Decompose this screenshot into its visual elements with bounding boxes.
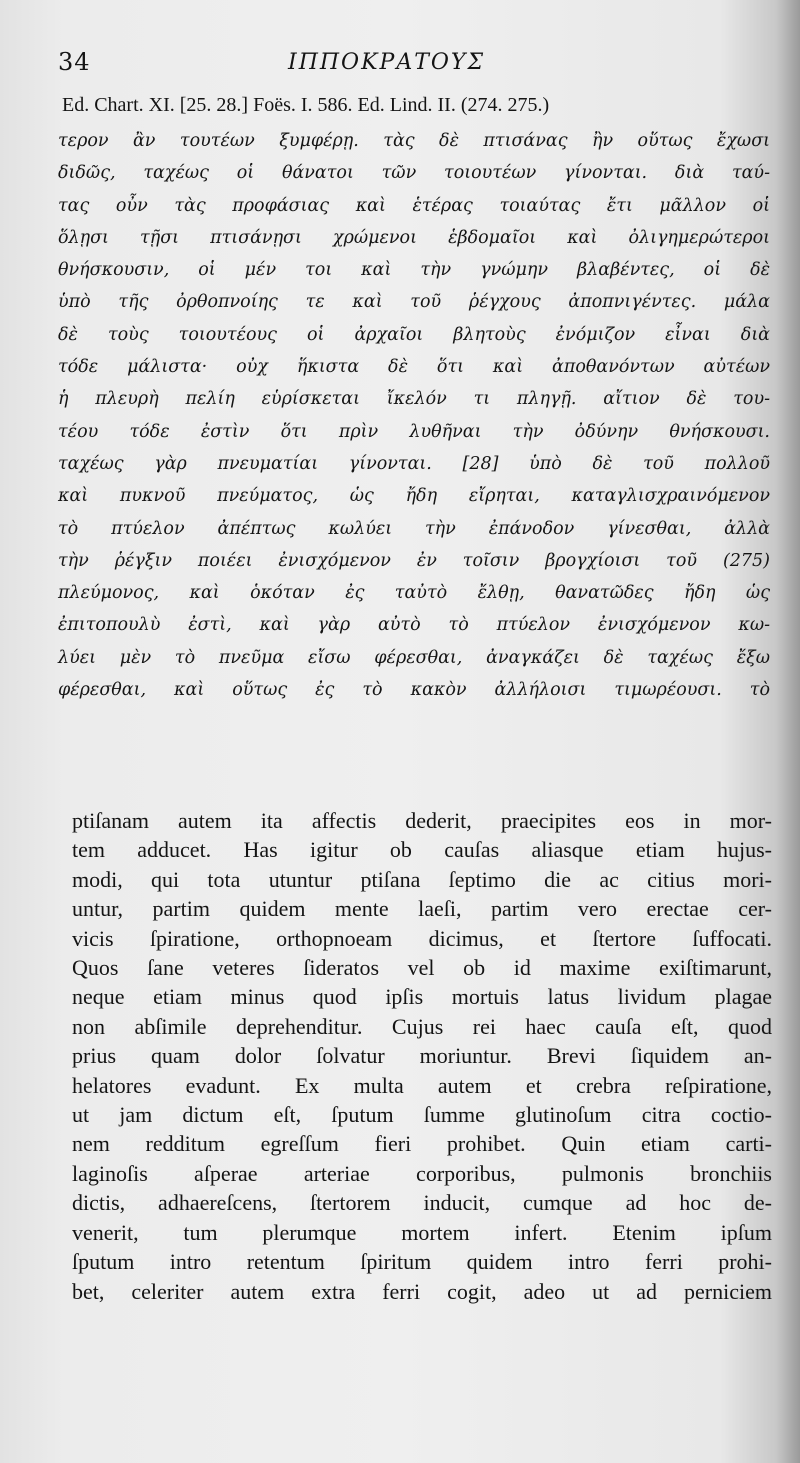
greek-text-block [58,125,770,706]
greek-line: τόδε μάλιστα· οὐχ ἥκιστα δὲ ὅτι καὶ ἀποθανόντων αὐτέων [58,357,770,378]
latin-line: laginoſis aſperae arteriae corporibus, pulmonis bronchiis [72,1160,772,1186]
page-header [58,44,778,84]
latin-text-block [72,806,772,1306]
greek-line: τὸ πτύελον ἀπέπτως κωλύει τὴν ἐπάνοδον γίνεσθαι, ἀλλὰ [58,518,770,539]
running-head: ΙΠΠΟΚΡΑΤΟΥΣ [288,50,486,75]
latin-line: untur, partim quidem mente laeſi, partim vero erectae cer- [72,896,772,922]
greek-line: διδῶς, ταχέως οἱ θάνατοι τῶν τοιουτέων γίνονται. διὰ ταύ- [58,163,770,184]
latin-line: ſputum intro retentum ſpiritum quidem intro ferri prohi- [72,1249,772,1275]
latin-line: ptiſanam autem ita affectis dederit, praecipites eos in mor- [72,808,772,833]
greek-line: ἐπιτοπουλὺ ἐστὶ, καὶ γὰρ αὐτὸ τὸ πτύελον ἐνισχόμενον κω- [58,615,770,636]
latin-line: vicis ſpiratione, orthopnoeam dicimus, et ſtertore ſuffocati. [72,925,772,951]
latin-line: modi, qui tota utuntur ptiſana ſeptimo die ac citius mori- [72,866,772,892]
greek-line: τας οὖν τὰς προφάσιας καὶ ἑτέρας τοιαύτας ἔτι μᾶλλον οἱ [58,195,770,216]
page-number: 34 [58,48,91,76]
greek-line: δὲ τοὺς τοιουτέους οἱ ἀρχαῖοι βλητοὺς ἐνόμιζον εἶναι διὰ [58,324,770,345]
latin-line: dictis, adhaereſcens, ſtertorem inducit, cumque ad hoc de- [72,1190,772,1216]
latin-line: bet, celeriter autem extra ferri cogit, adeo ut ad perniciem [72,1278,772,1304]
greek-line: φέρεσθαι, καὶ οὕτως ἐς τὸ κακὸν ἀλλήλοισι τιμωρέουσι. τὸ [58,680,770,701]
latin-line: nem redditum egreſſum fieri prohibet. Quin etiam carti- [72,1131,772,1157]
latin-line: helatores evadunt. Ex multa autem et crebra reſpiratione, [72,1072,772,1098]
latin-line: tem adducet. Has igitur ob cauſas aliasque etiam hujus- [72,837,772,863]
greek-line: ἡ πλευρὴ πελίη εὑρίσκεται ἴκελόν τι πληγῇ. αἴτιον δὲ του- [58,389,770,410]
latin-line: Quos ſane veteres ſideratos vel ob id maxime exiſtimarunt, [72,955,772,981]
latin-line: non abſimile deprehenditur. Cujus rei haec cauſa eſt, quod [72,1013,772,1039]
edition-reference-line: Ed. Chart. XI. [25. 28.] Foës. I. 586. Ed. Lind. II. (274. 275.) [62,94,550,116]
greek-line: τερον ἂν τουτέων ξυμφέρῃ. τὰς δὲ πτισάνας ἢν οὕτως ἔχωσι [58,131,770,151]
latin-line: prius quam dolor ſolvatur moriuntur. Brevi ſiquidem an- [72,1043,772,1069]
latin-line: venerit, tum plerumque mortem infert. Etenim ipſum [72,1219,772,1245]
greek-line: θνήσκουσιν, οἱ μέν τοι καὶ τὴν γνώμην βλαβέντες, οἱ δὲ [58,260,770,281]
latin-line: neque etiam minus quod ipſis mortuis latus lividum plagae [72,984,772,1010]
greek-line: τὴν ῥέγξιν ποιέει ἐνισχόμενον ἐν τοῖσιν βρογχίοισι τοῦ (275) [58,550,770,571]
greek-line: λύει μὲν τὸ πνεῦμα εἴσω φέρεσθαι, ἀναγκάζει δὲ ταχέως ἔξω [58,647,770,668]
greek-line: ὑπὸ τῆς ὀρθοπνοίης τε καὶ τοῦ ῥέγχους ἀποπνιγέντες. μάλα [58,292,770,313]
greek-line: πλεύμονος, καὶ ὁκόταν ἐς ταὐτὸ ἔλθῃ, θανατῶδες ἤδη ὡς [58,583,770,604]
greek-line: καὶ πυκνοῦ πνεύματος, ὡς ἤδη εἴρηται, καταγλισχραινόμενον [58,486,770,507]
greek-line: τέου τόδε ἐστὶν ὅτι πρὶν λυθῆναι τὴν ὀδύνην θνήσκουσι. [58,421,770,442]
latin-line: ut jam dictum eſt, ſputum ſumme glutinoſum citra coctio- [72,1102,772,1128]
greek-line: ταχέως γὰρ πνευματίαι γίνονται. [28] ὑπὸ δὲ τοῦ πολλοῦ [58,453,770,474]
greek-line: ὅλῃσι τῇσι πτισάνῃσι χρώμενοι ἑβδομαῖοι καὶ ὀλιγημερώτεροι [58,227,770,248]
